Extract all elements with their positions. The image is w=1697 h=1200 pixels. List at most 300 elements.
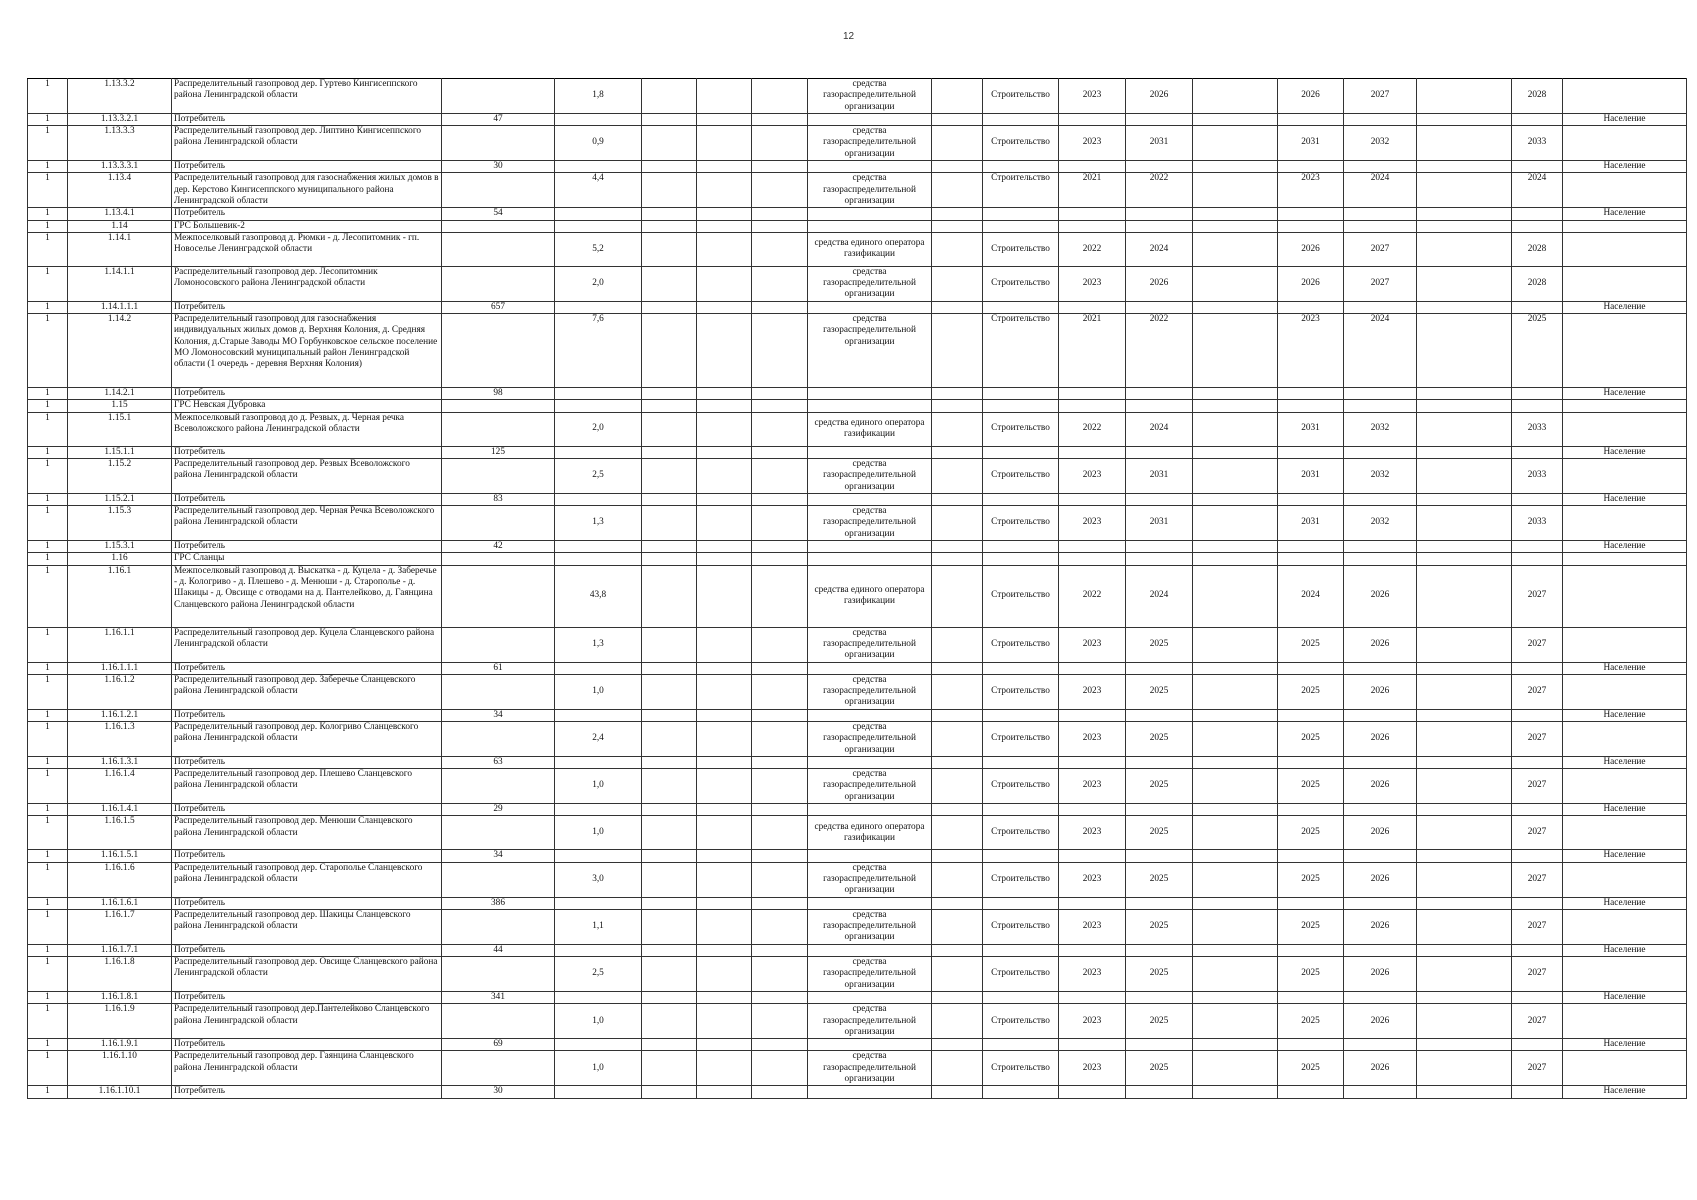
object-name-cell: Распределительный газопровод дер. Плешево Сланцевского района Ленинградской области (172, 769, 442, 804)
construction-end-year-cell (1344, 991, 1417, 1003)
column-6-cell (642, 721, 697, 756)
work-type-cell (983, 208, 1059, 220)
consumer-category-cell: Население (1563, 1086, 1687, 1098)
column-17-cell (1417, 565, 1512, 627)
object-name-cell: Потребитель (172, 388, 442, 400)
construction-end-year-cell (1344, 756, 1417, 768)
commissioning-year-cell (1512, 991, 1563, 1003)
column-14-cell (1193, 565, 1278, 627)
column-7-cell (697, 957, 752, 992)
column-17-cell (1417, 400, 1512, 412)
column-8-cell (752, 944, 808, 956)
consumer-row (28, 662, 1687, 674)
consumer-category-cell (1563, 909, 1687, 944)
consumer-count-cell (442, 565, 555, 627)
consumer-count-cell: 61 (442, 662, 555, 674)
design-end-year-cell (1126, 1086, 1193, 1098)
column-14-cell (1193, 674, 1278, 709)
row-code-cell: 1.16.1.1.1 (68, 662, 172, 674)
construction-end-year-cell (1344, 1086, 1417, 1098)
consumer-row (28, 804, 1687, 816)
design-end-year-cell (1126, 208, 1193, 220)
construction-start-year-cell: 2024 (1278, 565, 1344, 627)
consumer-count-cell: 30 (442, 161, 555, 173)
column-14-cell (1193, 957, 1278, 992)
commissioning-year-cell (1512, 400, 1563, 412)
construction-start-year-cell (1278, 208, 1344, 220)
column-6-cell (642, 400, 697, 412)
pipeline-row (28, 957, 1687, 992)
design-end-year-cell (1126, 850, 1193, 862)
work-type-cell: Строительство (983, 266, 1059, 301)
column-7-cell (697, 458, 752, 493)
column-8-cell (752, 220, 808, 232)
row-level-cell: 1 (28, 113, 68, 125)
construction-start-year-cell (1278, 804, 1344, 816)
column-7-cell (697, 769, 752, 804)
row-level-cell: 1 (28, 1051, 68, 1086)
column-10-cell (932, 565, 983, 627)
column-14-cell (1193, 1086, 1278, 1098)
construction-start-year-cell (1278, 388, 1344, 400)
consumer-row (28, 709, 1687, 721)
consumer-category-cell (1563, 173, 1687, 208)
row-level-cell: 1 (28, 897, 68, 909)
commissioning-year-cell (1512, 1039, 1563, 1051)
design-end-year-cell (1126, 388, 1193, 400)
column-17-cell (1417, 816, 1512, 850)
object-name-cell: Потребитель (172, 493, 442, 505)
pipeline-row (28, 266, 1687, 301)
pipeline-length-cell: 3,0 (555, 862, 642, 897)
column-8-cell (752, 1039, 808, 1051)
column-7-cell (697, 220, 752, 232)
row-level-cell: 1 (28, 756, 68, 768)
work-type-cell (983, 541, 1059, 553)
column-7-cell (697, 674, 752, 709)
consumer-category-cell: Население (1563, 388, 1687, 400)
funding-source-cell (808, 709, 932, 721)
column-17-cell (1417, 850, 1512, 862)
commissioning-year-cell (1512, 662, 1563, 674)
construction-end-year-cell (1344, 662, 1417, 674)
pipeline-length-cell: 2,5 (555, 957, 642, 992)
row-level-cell: 1 (28, 721, 68, 756)
design-end-year-cell: 2025 (1126, 957, 1193, 992)
funding-source-cell (808, 662, 932, 674)
construction-end-year-cell: 2032 (1344, 506, 1417, 541)
column-14-cell (1193, 662, 1278, 674)
consumer-category-cell (1563, 126, 1687, 161)
consumer-count-cell (442, 909, 555, 944)
construction-end-year-cell: 2026 (1344, 862, 1417, 897)
row-level-cell: 1 (28, 126, 68, 161)
construction-start-year-cell (1278, 161, 1344, 173)
column-6-cell (642, 553, 697, 565)
consumer-row (28, 161, 1687, 173)
funding-source-cell (808, 301, 932, 313)
consumer-count-cell: 83 (442, 493, 555, 505)
pipeline-length-cell: 43,8 (555, 565, 642, 627)
row-code-cell: 1.15.3.1 (68, 541, 172, 553)
column-17-cell (1417, 79, 1512, 114)
consumer-category-cell: Население (1563, 850, 1687, 862)
design-start-year-cell: 2023 (1059, 1051, 1126, 1086)
column-7-cell (697, 816, 752, 850)
construction-start-year-cell (1278, 541, 1344, 553)
consumer-category-cell: Население (1563, 756, 1687, 768)
design-end-year-cell: 2031 (1126, 506, 1193, 541)
column-14-cell (1193, 627, 1278, 662)
commissioning-year-cell: 2028 (1512, 266, 1563, 301)
column-8-cell (752, 957, 808, 992)
column-10-cell (932, 506, 983, 541)
design-start-year-cell: 2023 (1059, 126, 1126, 161)
design-start-year-cell: 2023 (1059, 458, 1126, 493)
consumer-count-cell (442, 816, 555, 850)
funding-source-cell: средства газораспределительной организации (808, 266, 932, 301)
column-6-cell (642, 1051, 697, 1086)
pipeline-length-cell: 1,0 (555, 816, 642, 850)
row-code-cell: 1.15.2.1 (68, 493, 172, 505)
funding-source-cell: средства газораспределительной организации (808, 314, 932, 388)
design-end-year-cell (1126, 301, 1193, 313)
work-type-cell: Строительство (983, 1051, 1059, 1086)
construction-end-year-cell: 2027 (1344, 266, 1417, 301)
design-start-year-cell (1059, 804, 1126, 816)
column-17-cell (1417, 161, 1512, 173)
consumer-count-cell: 386 (442, 897, 555, 909)
column-10-cell (932, 850, 983, 862)
consumer-count-cell: 34 (442, 709, 555, 721)
row-level-cell: 1 (28, 627, 68, 662)
row-level-cell: 1 (28, 541, 68, 553)
commissioning-year-cell (1512, 709, 1563, 721)
column-17-cell (1417, 627, 1512, 662)
construction-start-year-cell: 2031 (1278, 126, 1344, 161)
column-7-cell (697, 1039, 752, 1051)
construction-start-year-cell (1278, 756, 1344, 768)
column-7-cell (697, 850, 752, 862)
column-8-cell (752, 208, 808, 220)
pipeline-length-cell: 7,6 (555, 314, 642, 388)
funding-source-cell: средства газораспределительной организации (808, 674, 932, 709)
construction-end-year-cell: 2027 (1344, 79, 1417, 114)
row-code-cell: 1.16.1.3 (68, 721, 172, 756)
column-14-cell (1193, 208, 1278, 220)
column-7-cell (697, 126, 752, 161)
consumer-count-cell (442, 266, 555, 301)
commissioning-year-cell (1512, 756, 1563, 768)
column-8-cell (752, 909, 808, 944)
column-14-cell (1193, 126, 1278, 161)
object-name-cell: Потребитель (172, 897, 442, 909)
construction-end-year-cell: 2026 (1344, 769, 1417, 804)
row-level-cell: 1 (28, 674, 68, 709)
funding-source-cell: средства газораспределительной организации (808, 862, 932, 897)
design-end-year-cell (1126, 709, 1193, 721)
column-7-cell (697, 388, 752, 400)
design-end-year-cell: 2031 (1126, 126, 1193, 161)
funding-source-cell: средства газораспределительной организации (808, 79, 932, 114)
column-8-cell (752, 541, 808, 553)
commissioning-year-cell (1512, 301, 1563, 313)
commissioning-year-cell (1512, 897, 1563, 909)
pipeline-length-cell: 0,9 (555, 126, 642, 161)
construction-start-year-cell: 2025 (1278, 957, 1344, 992)
design-end-year-cell: 2022 (1126, 173, 1193, 208)
commissioning-year-cell (1512, 1086, 1563, 1098)
column-14-cell (1193, 553, 1278, 565)
consumer-category-cell: Население (1563, 301, 1687, 313)
construction-start-year-cell (1278, 1086, 1344, 1098)
object-name-cell: Межпоселковый газопровод д. Рюмки - д. Лесопитомник - гп. Новоселье Ленинградской области (172, 232, 442, 266)
column-14-cell (1193, 1051, 1278, 1086)
object-name-cell: Распределительный газопровод дер.Пантелейково Сланцевского района Ленинградской области (172, 1004, 442, 1039)
consumer-count-cell (442, 126, 555, 161)
design-end-year-cell: 2031 (1126, 458, 1193, 493)
work-type-cell: Строительство (983, 458, 1059, 493)
work-type-cell: Строительство (983, 627, 1059, 662)
design-end-year-cell (1126, 553, 1193, 565)
work-type-cell: Строительство (983, 909, 1059, 944)
design-end-year-cell: 2025 (1126, 816, 1193, 850)
consumer-category-cell: Население (1563, 804, 1687, 816)
consumer-count-cell (442, 721, 555, 756)
column-6-cell (642, 897, 697, 909)
design-start-year-cell (1059, 400, 1126, 412)
funding-source-cell: средства газораспределительной организации (808, 909, 932, 944)
column-10-cell (932, 126, 983, 161)
column-10-cell (932, 674, 983, 709)
design-start-year-cell (1059, 220, 1126, 232)
design-start-year-cell: 2023 (1059, 79, 1126, 114)
object-name-cell: Распределительный газопровод для газоснабжения жилых домов в дер. Керстово Кингисеппского муниципального района Ленинградской области (172, 173, 442, 208)
consumer-count-cell: 98 (442, 388, 555, 400)
column-7-cell (697, 662, 752, 674)
column-10-cell (932, 458, 983, 493)
construction-start-year-cell (1278, 662, 1344, 674)
column-8-cell (752, 553, 808, 565)
funding-source-cell (808, 541, 932, 553)
column-7-cell (697, 944, 752, 956)
row-code-cell: 1.15.3 (68, 506, 172, 541)
column-14-cell (1193, 850, 1278, 862)
row-code-cell: 1.16.1.5.1 (68, 850, 172, 862)
consumer-row (28, 541, 1687, 553)
work-type-cell: Строительство (983, 769, 1059, 804)
object-name-cell: Распределительный газопровод для газоснабжения индивидуальных жилых домов д. Верхняя Колония, д. Средняя Колония, д.Старые Заводы МО Горбунковское сельское поселение МО Ломоносовский муниципальный район Ленинградской области (1 очередь - деревня Верхняя Колония) (172, 314, 442, 388)
row-code-cell: 1.14.1 (68, 232, 172, 266)
design-end-year-cell (1126, 944, 1193, 956)
consumer-category-cell: Население (1563, 446, 1687, 458)
column-17-cell (1417, 232, 1512, 266)
row-level-cell: 1 (28, 446, 68, 458)
construction-start-year-cell: 2023 (1278, 173, 1344, 208)
design-start-year-cell (1059, 113, 1126, 125)
construction-start-year-cell: 2025 (1278, 1004, 1344, 1039)
column-14-cell (1193, 301, 1278, 313)
column-6-cell (642, 79, 697, 114)
consumer-count-cell: 29 (442, 804, 555, 816)
column-6-cell (642, 446, 697, 458)
design-end-year-cell (1126, 804, 1193, 816)
work-type-cell (983, 446, 1059, 458)
pipeline-length-cell: 1,1 (555, 909, 642, 944)
construction-end-year-cell (1344, 944, 1417, 956)
commissioning-year-cell: 2027 (1512, 957, 1563, 992)
funding-source-cell (808, 991, 932, 1003)
column-10-cell (932, 266, 983, 301)
design-start-year-cell: 2023 (1059, 627, 1126, 662)
object-name-cell: Потребитель (172, 208, 442, 220)
design-end-year-cell: 2025 (1126, 909, 1193, 944)
object-name-cell: Межпоселковый газопровод до д. Резвых, д. Черная речка Всеволожского района Ленинградской области (172, 412, 442, 446)
funding-source-cell (808, 553, 932, 565)
column-8-cell (752, 721, 808, 756)
row-code-cell: 1.16 (68, 553, 172, 565)
construction-end-year-cell (1344, 541, 1417, 553)
column-7-cell (697, 1004, 752, 1039)
object-name-cell: Потребитель (172, 991, 442, 1003)
funding-source-cell: средства единого оператора газификации (808, 565, 932, 627)
row-level-cell: 1 (28, 991, 68, 1003)
pipeline-row (28, 79, 1687, 114)
pipeline-row (28, 412, 1687, 446)
column-8-cell (752, 862, 808, 897)
column-10-cell (932, 709, 983, 721)
column-14-cell (1193, 400, 1278, 412)
pipeline-length-cell (555, 388, 642, 400)
column-6-cell (642, 756, 697, 768)
construction-start-year-cell: 2025 (1278, 1051, 1344, 1086)
design-start-year-cell (1059, 1039, 1126, 1051)
work-type-cell: Строительство (983, 957, 1059, 992)
column-14-cell (1193, 506, 1278, 541)
construction-end-year-cell (1344, 1039, 1417, 1051)
consumer-count-cell: 30 (442, 1086, 555, 1098)
commissioning-year-cell (1512, 446, 1563, 458)
design-start-year-cell: 2021 (1059, 314, 1126, 388)
design-start-year-cell: 2023 (1059, 769, 1126, 804)
design-start-year-cell: 2023 (1059, 721, 1126, 756)
work-type-cell (983, 553, 1059, 565)
consumer-count-cell (442, 627, 555, 662)
column-10-cell (932, 1004, 983, 1039)
column-17-cell (1417, 208, 1512, 220)
object-name-cell: Потребитель (172, 850, 442, 862)
pipeline-length-cell: 1,0 (555, 1004, 642, 1039)
column-7-cell (697, 862, 752, 897)
row-level-cell: 1 (28, 816, 68, 850)
row-code-cell: 1.13.4.1 (68, 208, 172, 220)
funding-source-cell (808, 804, 932, 816)
commissioning-year-cell: 2027 (1512, 862, 1563, 897)
column-7-cell (697, 804, 752, 816)
consumer-row (28, 1039, 1687, 1051)
row-level-cell: 1 (28, 493, 68, 505)
column-17-cell (1417, 804, 1512, 816)
column-10-cell (932, 388, 983, 400)
commissioning-year-cell: 2027 (1512, 565, 1563, 627)
consumer-count-cell (442, 412, 555, 446)
row-level-cell: 1 (28, 565, 68, 627)
column-7-cell (697, 541, 752, 553)
column-6-cell (642, 1086, 697, 1098)
pipeline-length-cell (555, 944, 642, 956)
funding-source-cell: средства газораспределительной организации (808, 1004, 932, 1039)
column-14-cell (1193, 232, 1278, 266)
column-6-cell (642, 388, 697, 400)
commissioning-year-cell (1512, 113, 1563, 125)
pipeline-length-cell (555, 709, 642, 721)
design-end-year-cell: 2024 (1126, 412, 1193, 446)
column-14-cell (1193, 79, 1278, 114)
design-end-year-cell (1126, 541, 1193, 553)
consumer-category-cell (1563, 553, 1687, 565)
pipeline-length-cell: 1,3 (555, 506, 642, 541)
column-8-cell (752, 400, 808, 412)
consumer-row (28, 446, 1687, 458)
design-start-year-cell: 2023 (1059, 1004, 1126, 1039)
column-7-cell (697, 446, 752, 458)
row-code-cell: 1.16.1.8 (68, 957, 172, 992)
column-8-cell (752, 565, 808, 627)
consumer-count-cell (442, 400, 555, 412)
work-type-cell (983, 804, 1059, 816)
design-end-year-cell: 2024 (1126, 565, 1193, 627)
consumer-row (28, 756, 1687, 768)
pipeline-length-cell (555, 1086, 642, 1098)
pipeline-length-cell (555, 161, 642, 173)
design-start-year-cell (1059, 446, 1126, 458)
column-17-cell (1417, 957, 1512, 992)
column-8-cell (752, 506, 808, 541)
row-level-cell: 1 (28, 1086, 68, 1098)
construction-start-year-cell: 2026 (1278, 232, 1344, 266)
work-type-cell: Строительство (983, 126, 1059, 161)
column-14-cell (1193, 721, 1278, 756)
column-8-cell (752, 79, 808, 114)
design-start-year-cell: 2023 (1059, 266, 1126, 301)
construction-start-year-cell: 2031 (1278, 412, 1344, 446)
funding-source-cell: средства газораспределительной организации (808, 769, 932, 804)
funding-source-cell (808, 446, 932, 458)
row-level-cell: 1 (28, 769, 68, 804)
work-type-cell: Строительство (983, 1004, 1059, 1039)
work-type-cell (983, 756, 1059, 768)
funding-source-cell (808, 944, 932, 956)
column-17-cell (1417, 113, 1512, 125)
column-14-cell (1193, 756, 1278, 768)
commissioning-year-cell (1512, 220, 1563, 232)
design-start-year-cell (1059, 850, 1126, 862)
consumer-category-cell (1563, 862, 1687, 897)
object-name-cell: Потребитель (172, 662, 442, 674)
pipeline-length-cell: 1,0 (555, 1051, 642, 1086)
construction-end-year-cell (1344, 446, 1417, 458)
pipeline-length-cell (555, 850, 642, 862)
column-14-cell (1193, 220, 1278, 232)
design-end-year-cell (1126, 161, 1193, 173)
column-10-cell (932, 113, 983, 125)
design-end-year-cell: 2025 (1126, 627, 1193, 662)
column-6-cell (642, 627, 697, 662)
row-level-cell: 1 (28, 944, 68, 956)
consumer-count-cell: 341 (442, 991, 555, 1003)
consumer-count-cell (442, 458, 555, 493)
object-name-cell: Потребитель (172, 944, 442, 956)
